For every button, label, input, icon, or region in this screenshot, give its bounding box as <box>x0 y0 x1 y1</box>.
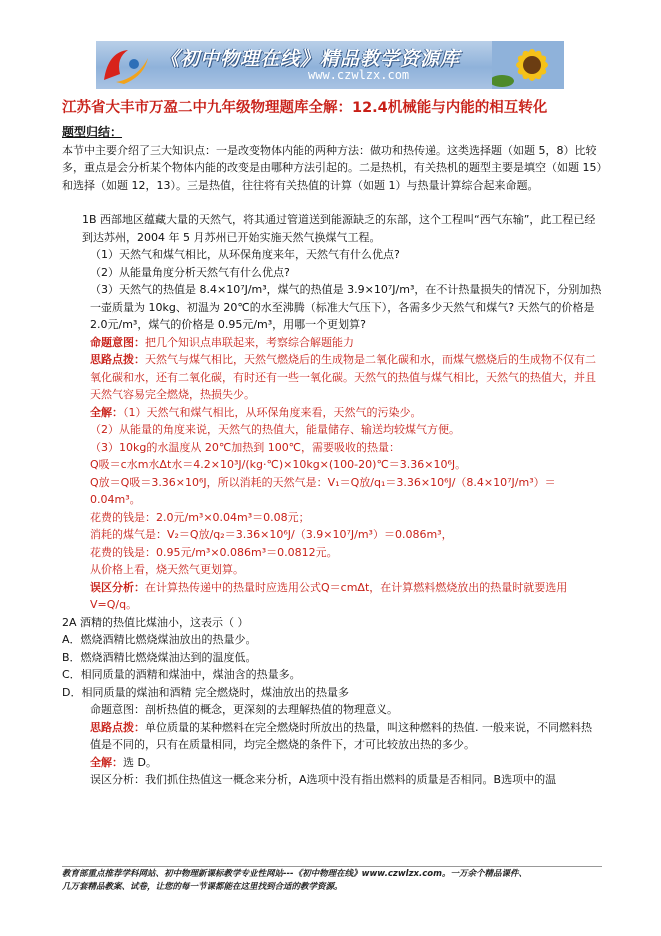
q2-option-c: C．相同质量的酒精和煤油中，煤油含的热量多。 <box>62 668 301 681</box>
footer-line-1: 教育部重点推荐学科网站、初中物理新课标教学专业性网站---《初中物理在线》www.czwlzx.com。一万余个精品课件、 <box>62 869 527 879</box>
intent-label: 命题意图： <box>90 335 145 349</box>
banner-url[interactable]: www.czwlzx.com <box>308 68 410 82</box>
sunflower-image <box>492 41 564 89</box>
q1-sub1: （1）天然气和煤气相比，从环保角度来年，天然气有什么优点? <box>90 248 400 261</box>
document-title: 江苏省大丰市万盈二中九年级物理题库全解：12.4机械能与内能的相互转化 <box>62 100 548 116</box>
q1-sub3: （3）天然气的热值是 8.4×10⁷J/m³，煤气的热值是 3.9×10⁷J/m³，在不计热量损失的情况下，分别加热一壶质量为 10kg、初温为 20℃的水至沸腾（标准大气压下），各需多少天然气和煤气? 天然气的价格是 2.0元/m³，煤气的价格是 0.95元/m³，用哪一个更划算? <box>90 283 602 331</box>
q1-calc2: Q放＝Q吸＝3.36×10⁶J，所以消耗的天然气是：V₁＝Q放/q₁＝3.36×10⁶J/（8.4×10⁷J/m³）＝0.04m³。 <box>90 475 556 506</box>
q1-cost1: 花费的钱是：2.0元/m³×0.04m³＝0.08元； <box>90 510 310 524</box>
answer-label: 全解： <box>90 405 123 419</box>
summary-text: 本节中主要介绍了三大知识点：一是改变物体内能的两种方法：做功和热传递。这类选择题（如题 5，8）比较多，重点是会分析某个物体内能的改变是由哪种方法引起的。二是热机，有关热机的题型主要是填空（如题 15）和选择（如题 12，13）。三是热值，往往将有关热值的计算（如题 1）与热量计算综合起来命题。 <box>62 143 602 192</box>
q1-conclusion: 从价格上看，烧天然气更划算。 <box>90 563 244 576</box>
q1-gas2: 消耗的煤气是：V₂＝Q放/q₂＝3.36×10⁶J/（3.9×10⁷J/m³）＝0.086m³， <box>90 528 453 541</box>
q1-ans3: （3）10kg的水温度从 20℃加热到 100℃，需要吸收的热量： <box>90 440 401 454</box>
q1-answer: 全解：（1）天然气和煤气相比，从环保角度来看，天然气的污染少。 <box>90 405 422 419</box>
document-body <box>62 124 602 789</box>
summary-heading: 题型归结： <box>62 125 123 139</box>
header-banner <box>96 41 564 89</box>
q2-option-b: B．燃烧酒精比燃烧煤油达到的温度低。 <box>62 650 257 664</box>
q1-stem: 1B 西部地区蕴藏大量的天然气，将其通过管道送到能源缺乏的东部，这个工程叫“西气东输”，此工程已经到达苏州，2004 年 5 月苏州已开始实施天然气换煤气工程。 <box>82 213 596 244</box>
q1-sub2: （2）从能量角度分析天然气有什么优点? <box>90 265 290 279</box>
q1-calc1: Q吸＝c水m水Δt水＝4.2×10³J/(kg·℃)×10kg×(100-20)℃＝3.36×10⁶J。 <box>90 458 467 471</box>
q1-error: 误区分析：在计算热传递中的热量时应选用公式Q＝cmΔt，在计算燃料燃烧放出的热量时就要选用 V=Q/q。 <box>90 580 568 611</box>
q1-intent: 命题意图：把几个知识点串联起来，考察综合解题能力 <box>90 335 354 349</box>
q2-intent: 命题意图：剖析热值的概念，更深刻的去理解热值的物理意义。 <box>90 703 398 716</box>
q1-cost2: 花费的钱是：0.95元/m³×0.086m³＝0.0812元。 <box>90 545 338 559</box>
q1-tip: 思路点拨：天然气与煤气相比，天然气燃烧后的生成物是二氧化碳和水，而煤气燃烧后的生成物不仅有二氧化碳和水，还有二氧化碳，有时还有一些一氧化碳。天然气的热值与煤气相比，天然气的热值大，并且天然气容易完全燃烧，热损失少。 <box>90 353 596 401</box>
footer-line-2: 几万套精品教案、试卷，让您的每一节课都能在这里找到合适的教学资源。 <box>62 882 343 892</box>
q2-answer: 全解：选 D。 <box>90 755 157 769</box>
banner-title: 《初中物理在线》精品教学资源库 <box>160 48 461 70</box>
q2-tip: 思路点拨：单位质量的某种燃料在完全燃烧时所放出的热量，叫这种燃料的热值. 一般来说，不同燃料热值是不同的，只有在质量相同，均完全燃烧的条件下，才可比较放出热的多少。 <box>90 720 592 751</box>
q2-option-a: A．燃烧酒精比燃烧煤油放出的热量少。 <box>62 633 257 646</box>
error-label: 误区分析： <box>90 580 145 594</box>
tip-label: 思路点拨： <box>90 720 145 734</box>
tip-label: 思路点拨： <box>90 353 145 366</box>
page-footer <box>62 866 602 894</box>
site-logo-icon <box>98 44 154 86</box>
q2-option-d: D．相同质量的煤油和酒精 完全燃烧时，煤油放出的热量多 <box>62 685 349 699</box>
q2-error: 误区分析：我们抓住热值这一概念来分析，A选项中没有指出燃料的质量是否相同。B选项中的温 <box>90 773 557 786</box>
answer-label: 全解： <box>90 755 123 769</box>
q2-stem: 2A 酒精的热值比煤油小，这表示（ ） <box>62 615 249 629</box>
q1-ans2: （2）从能量的角度来说，天然气的热值大，能量储存、输送均较煤气方便。 <box>90 423 460 436</box>
